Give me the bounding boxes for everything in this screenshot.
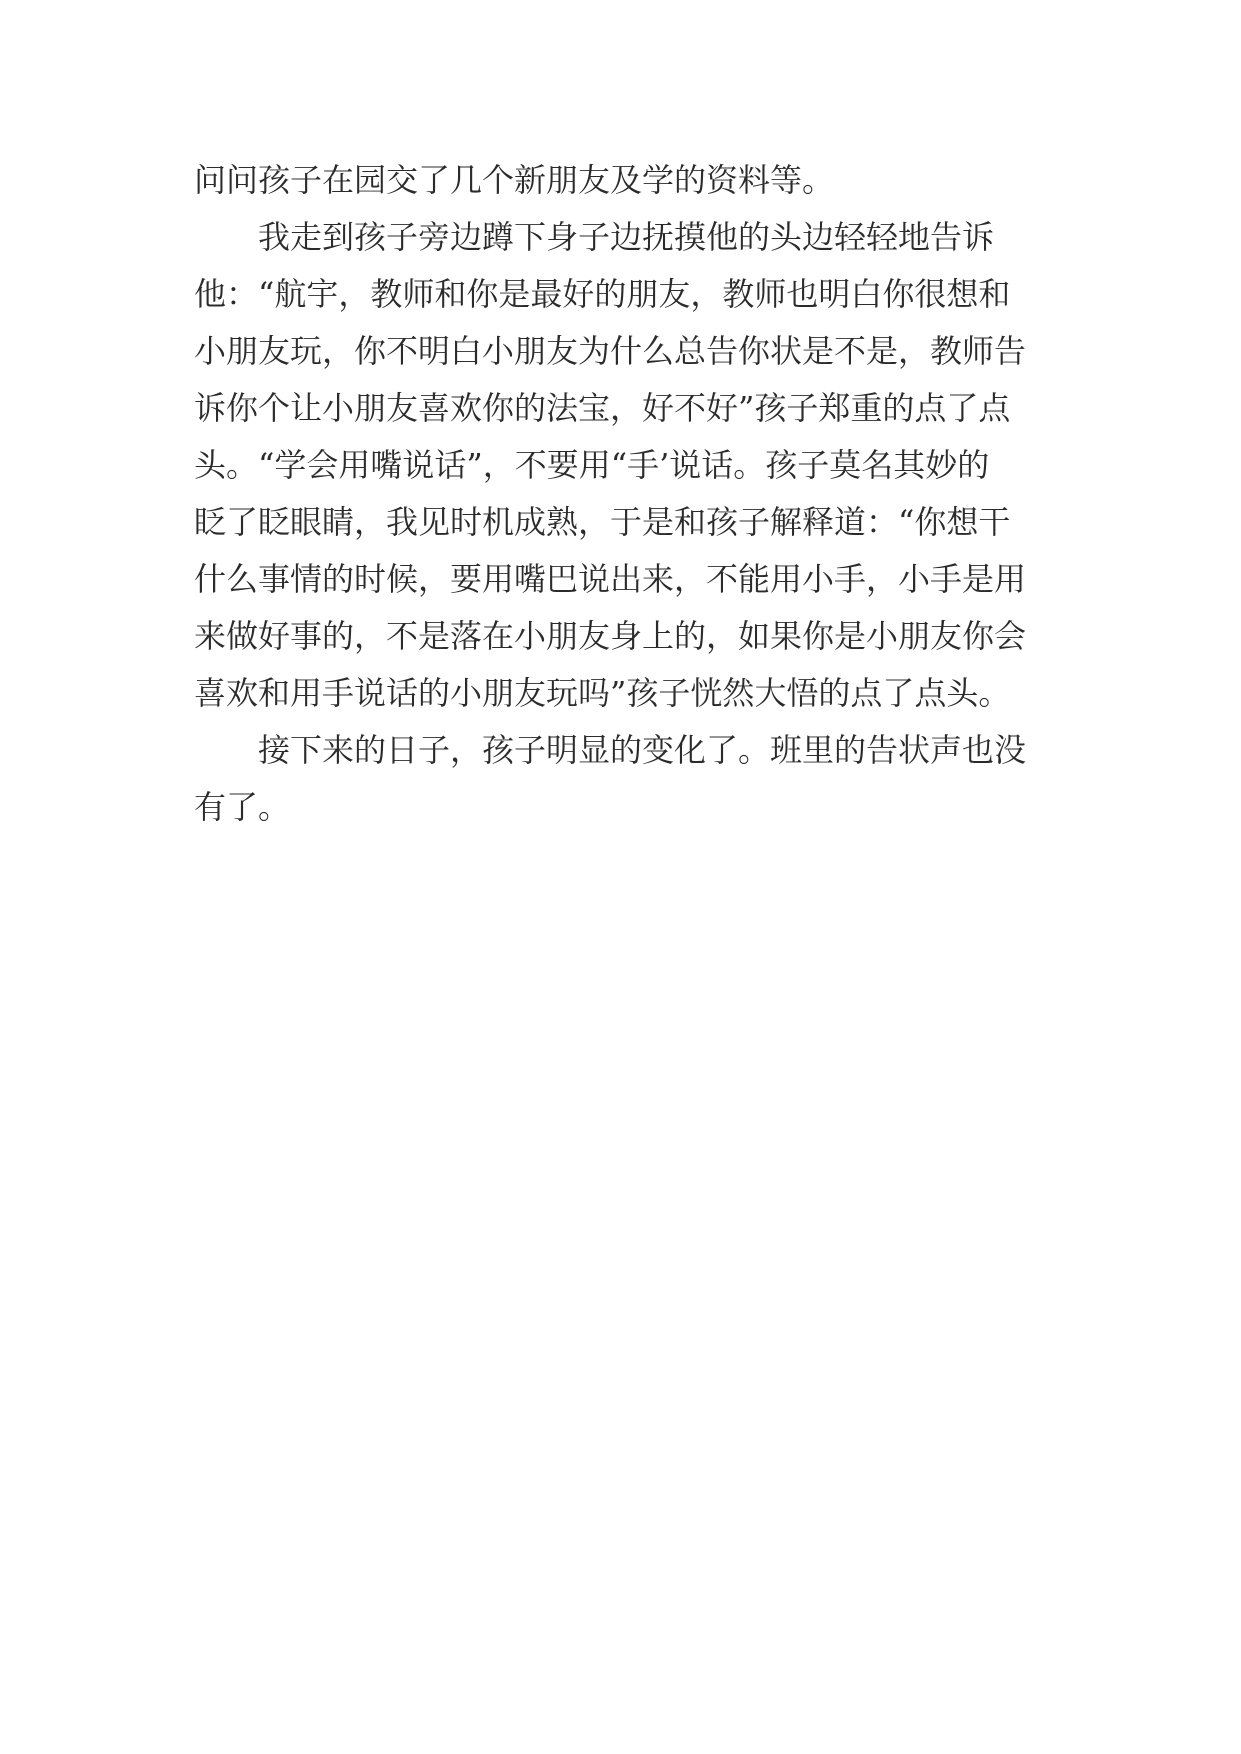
text-line: 眨了眨眼睛，我见时机成熟，于是和孩子解释道：“你想干	[194, 503, 1011, 541]
paragraph-first-line: 接下来的日子，孩子明显的变化了。班里的告状声也没	[258, 731, 1027, 769]
text-line: 问问孩子在园交了几个新朋友及学的资料等。	[194, 161, 835, 199]
text-line: 小朋友玩，你不明白小朋友为什么总告你状是不是，教师告	[194, 332, 1027, 370]
paragraph-first-line: 我走到孩子旁边蹲下身子边抚摸他的头边轻轻地告诉	[258, 218, 995, 256]
text-line: 他：“航宇，教师和你是最好的朋友，教师也明白你很想和	[194, 275, 1011, 313]
text-line: 什么事情的时候，要用嘴巴说出来，不能用小手，小手是用	[194, 560, 1027, 598]
text-line: 来做好事的，不是落在小朋友身上的，如果你是小朋友你会	[194, 617, 1027, 655]
text-line: 诉你个让小朋友喜欢你的法宝，好不好”孩子郑重的点了点	[194, 389, 1011, 427]
text-line: 有了。	[194, 788, 291, 826]
text-line: 喜欢和用手说话的小朋友玩吗”孩子恍然大悟的点了点头。	[194, 674, 1011, 712]
text-line: 头。“学会用嘴说话”，不要用“手’说话。孩子莫名其妙的	[194, 446, 990, 484]
